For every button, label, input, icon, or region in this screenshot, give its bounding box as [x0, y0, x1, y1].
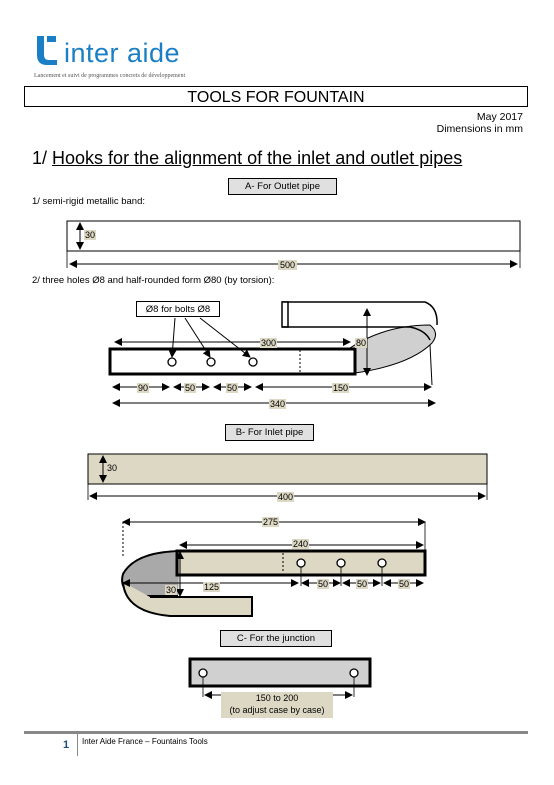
junction-dim-box	[221, 692, 333, 718]
hook-b-dim-240: 240	[293, 539, 309, 549]
part-a-label: A- For Outlet pipe	[228, 178, 337, 195]
hook-b-dim-125: 125	[204, 582, 220, 592]
junction-range: 150 to 200	[255, 693, 299, 703]
hook-b-dim-50c: 50	[399, 579, 410, 589]
section-number: 1/	[32, 148, 48, 168]
band-b-height-dim: 30	[107, 463, 118, 473]
band-a-drawing	[0, 210, 554, 275]
footer-rule	[24, 731, 528, 734]
section-heading	[32, 148, 462, 169]
footer-divider	[77, 734, 78, 756]
junction-note: (to adjust case by case)	[229, 705, 325, 715]
hook-a-dim-50a: 50	[185, 383, 196, 393]
document-date: May 2017	[476, 111, 523, 123]
part-c-label: C- For the junction	[220, 630, 332, 647]
hook-a-dim-340: 340	[270, 399, 286, 409]
hook-a-dim-50b: 50	[227, 383, 238, 393]
hook-b-dim-275: 275	[263, 517, 279, 527]
hook-b-dim-50a: 50	[318, 579, 329, 589]
hook-a-dim-90: 90	[138, 383, 149, 393]
part-b-label: B- For Inlet pipe	[225, 424, 314, 441]
hook-a-dim-80: 80	[356, 338, 367, 348]
holes-callout: Ø8 for bolts Ø8	[136, 301, 220, 317]
part-a-step1: 1/ semi-rigid metallic band:	[32, 196, 145, 207]
hook-b-dim-50b: 50	[357, 579, 368, 589]
hook-a-drawing	[0, 295, 554, 415]
hook-a-dim-300: 300	[261, 338, 277, 348]
band-a-height-dim: 30	[85, 230, 96, 240]
document-units: Dimensions in mm	[436, 123, 523, 135]
hook-a-dim-150: 150	[333, 383, 349, 393]
logo-tagline: Lancement et suivi de programmes concrets de développement	[34, 73, 186, 79]
band-b-length-dim: 400	[278, 492, 294, 502]
section-title: Hooks for the alignment of the inlet and outlet pipes	[52, 148, 463, 168]
logo-name: inter aide	[64, 38, 181, 68]
hook-b-drawing	[0, 512, 554, 627]
page-number: 1	[63, 739, 70, 751]
document-title: TOOLS FOR FOUNTAIN	[24, 86, 528, 107]
hook-b-dim-30: 30	[166, 585, 177, 595]
band-a-length-dim: 500	[280, 260, 296, 270]
band-a-rect	[67, 221, 520, 251]
footer-text: Inter Aide France – Fountains Tools	[82, 737, 208, 746]
inter-aide-logo-icon	[34, 33, 60, 67]
part-a-step2: 2/ three holes Ø8 and half-rounded form Ø80 (by torsion):	[32, 275, 275, 286]
